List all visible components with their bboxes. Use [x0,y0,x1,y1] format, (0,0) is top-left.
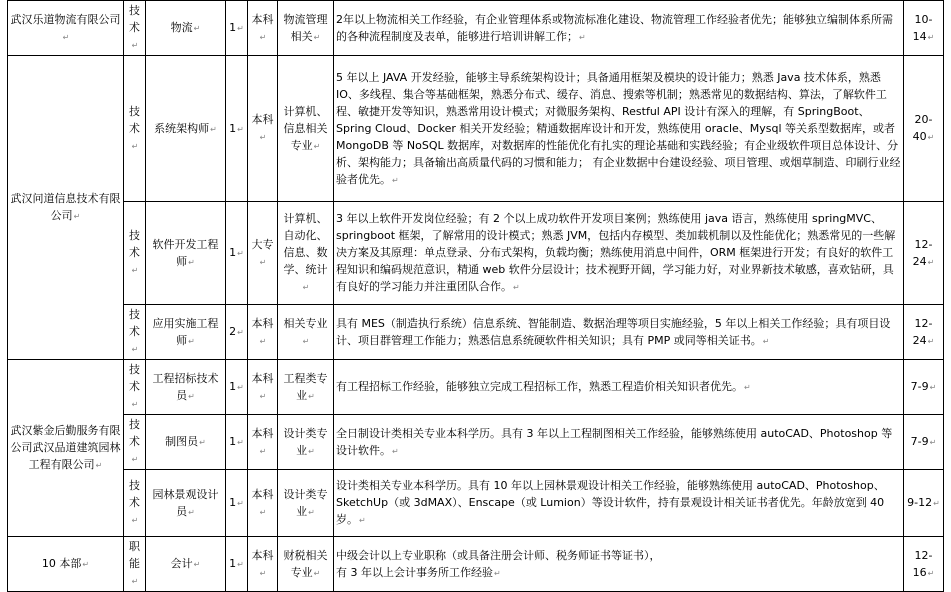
table-row [8,1,944,56]
education-cell: 本科↵ [248,470,278,537]
cell-end-mark: ↵ [131,345,139,354]
cell-end-mark: ↵ [237,383,244,392]
cell-end-mark: ↵ [313,141,321,151]
category-cell: 技术↵ [124,1,146,56]
cell-end-mark: ↵ [494,568,501,578]
salary-cell: 9-12↵ [904,470,944,537]
major-cell: 财税相关专业↵ [278,537,334,592]
cell-end-mark: ↵ [259,133,267,142]
count-cell: 1↵ [226,537,248,592]
requirement-cell: 设计类相关专业本科学历。具有 10 年以上园林景观设计相关工作经验，能够熟练使用 autoCAD、Photoshop、SketchUp（或 3dMAX）、Enscape（或 Lumion）等设计软件，持有景观设计相关证书者优先。年龄放宽到 40 岁。↵ [334,470,904,537]
cell-end-mark: ↵ [210,124,217,134]
education-cell: 本科↵ [248,360,278,415]
major-cell: 物流管理相关↵ [278,1,334,56]
count-cell: 1↵ [226,415,248,470]
cell-end-mark: ↵ [259,391,267,401]
salary-cell: 7-9↵ [904,360,944,415]
count-cell: 1↵ [226,56,248,202]
cell-end-mark: ↵ [95,461,103,470]
position-cell: 工程招标技术员↵ [146,360,226,415]
cell-end-mark: ↵ [927,133,935,142]
cell-end-mark: ↵ [929,383,937,392]
position-cell: 系统架构师↵ [146,56,226,202]
cell-end-mark: ↵ [188,391,195,401]
requirement-cell: 2年以上物流相关工作经验，有企业管理体系或物流标准化建设、物流管理工作经验者优先；能够独立编制体系所需的各种流程制度及表单，能够进行培训讲解工作；↵ [334,1,904,56]
category-cell: 技术↵ [124,470,146,537]
table-row [8,202,944,305]
education-cell: 大专↵ [248,202,278,305]
salary-cell: 10-14↵ [904,1,944,56]
cell-end-mark: ↵ [237,124,244,134]
cell-end-mark: ↵ [131,41,139,50]
position-cell: 制图员↵ [146,415,226,470]
cell-end-mark: ↵ [929,438,937,447]
company-cell: 10 本部↵ [8,537,124,592]
cell-end-mark: ↵ [237,560,244,569]
cell-end-mark: ↵ [313,32,321,42]
cell-end-mark: ↵ [762,336,770,346]
position-cell: 软件开发工程师↵ [146,202,226,305]
position-cell: 会计↵ [146,537,226,592]
major-cell: 工程类专业↵ [278,360,334,415]
count-cell: 1↵ [226,360,248,415]
table-row [8,56,944,202]
count-cell: 1↵ [226,1,248,56]
cell-end-mark: ↵ [259,446,267,456]
cell-end-mark: ↵ [188,336,195,346]
cell-end-mark: ↵ [933,499,940,508]
major-cell: 相关专业↵ [278,305,334,360]
cell-end-mark: ↵ [188,257,195,267]
cell-end-mark: ↵ [73,212,81,221]
cell-end-mark: ↵ [392,446,399,456]
cell-end-mark: ↵ [308,446,315,456]
cell-end-mark: ↵ [131,141,139,151]
major-cell: 计算机、自动化、信息、数学、统计↵ [278,202,334,305]
company-cell: 武汉问道信息技术有限公司↵ [8,56,124,360]
major-cell: 计算机、信息相关专业↵ [278,56,334,202]
cell-end-mark: ↵ [359,516,366,525]
requirement-cell: 5 年以上 JAVA 开发经验，能够主导系统架构设计；具备通用框架及模块的设计能力；熟悉 Java 技术体系，熟悉 IO、多线程、集合等基础框架，熟悉分布式、缓存、消息、搜索等机制；熟悉常见的数据结构、算法，了解软件工程、敏捷开发等知识，熟悉常用设计模式；对微服务架构、Restful API 设计有深入的理解，有 SpringBoot、Spring Cloud、Docker 相关开发经验；精通数据库设计和开发，熟练使用 oracle、Mysql 等关系型数据库，或者 MongoDB 等 NoSQL 数据库，对数据库的性能优化有扎实的理论基础和实践经验；有企业级软件项目总体设计、分析、架构能力；具备输出高质量代码的习惯和能力； 有企业数据中台建设经验、项目管理、或烟草制造、印刷行业经验者优先。↵ [334,56,904,202]
count-cell: 2↵ [226,305,248,360]
cell-end-mark: ↵ [131,455,139,464]
cell-end-mark: ↵ [927,32,935,42]
cell-end-mark: ↵ [62,32,70,42]
cell-end-mark: ↵ [259,507,267,517]
salary-cell: 20-40↵ [904,56,944,202]
cell-end-mark: ↵ [131,577,139,586]
cell-end-mark: ↵ [744,383,751,392]
category-cell: 职能↵ [124,537,146,592]
requirement-cell: 有工程招标工作经验，能够独立完成工程招标工作，熟悉工程造价相关知识者优先。↵ [334,360,904,415]
cell-end-mark: ↵ [927,336,935,346]
category-cell: 技术↵ [124,56,146,202]
cell-end-mark: ↵ [188,507,195,517]
position-cell: 物流↵ [146,1,226,56]
position-cell: 应用实施工程师↵ [146,305,226,360]
requirement-cell: 3 年以上软件开发岗位经验；有 2 个以上成功软件开发项目案例；熟练使用 java 语言，熟练使用 springMVC、springboot 框架，了解常用的设计模式；熟悉 JVM，包括内存模型、类加载机制以及性能优化；熟悉常见的一些解决方案及其原理：单点登录、分布式架构，负载均衡；熟练使用消息中间件，ORM 框架进行开发；有良好的软件工程知识和编码规范意识，精通 web 软件分层设计；技术视野开阔，学习能力好，对业界新技术敏感，喜欢钻研，具有良好的学习能力并注重团队合作。↵ [334,202,904,305]
recruitment-table [7,0,944,592]
cell-end-mark: ↵ [927,568,935,578]
category-cell: 技术↵ [124,305,146,360]
major-cell: 设计类专业↵ [278,415,334,470]
requirement-cell: 全日制设计类相关专业本科学历。具有 3 年以上工程制图相关工作经验，能够熟练使用 autoCAD、Photoshop 等设计软件。↵ [334,415,904,470]
table-row [8,360,944,415]
major-cell: 设计类专业↵ [278,470,334,537]
cell-end-mark: ↵ [193,560,201,569]
category-cell: 技术↵ [124,360,146,415]
cell-end-mark: ↵ [302,336,310,346]
salary-cell: 12-16↵ [904,537,944,592]
education-cell: 本科↵ [248,1,278,56]
education-cell: 本科↵ [248,415,278,470]
cell-end-mark: ↵ [302,283,310,292]
company-cell: 武汉紫金后勤服务有限公司武汉品道建筑园林工程有限公司↵ [8,360,124,537]
cell-end-mark: ↵ [237,438,244,447]
salary-cell: 7-9↵ [904,415,944,470]
salary-cell: 12-24↵ [904,305,944,360]
company-cell: 武汉乐道物流有限公司↵ [8,1,124,56]
cell-end-mark: ↵ [131,400,139,409]
cell-end-mark: ↵ [313,568,321,578]
table-row [8,470,944,537]
cell-end-mark: ↵ [513,283,520,292]
cell-end-mark: ↵ [237,249,244,258]
cell-end-mark: ↵ [259,32,267,42]
requirement-cell: 具有 MES（制造执行系统）信息系统、智能制造、数据治理等项目实施经验，5 年以上相关工作经验；具有项目设计、项目群管理工作能力；熟悉信息系统硬软件相关知识；具有 PMP 或同等相关证书。↵ [334,305,904,360]
cell-end-mark: ↵ [193,24,201,33]
cell-end-mark: ↵ [259,257,267,267]
table-row [8,537,944,592]
cell-end-mark: ↵ [237,499,244,508]
cell-end-mark: ↵ [82,560,90,569]
cell-end-mark: ↵ [308,391,315,401]
cell-end-mark: ↵ [131,516,139,525]
requirement-cell: 中级会计以上专业职称（或具备注册会计师、税务师证书等证书）， 有 3 年以上会计事务所工作经验↵ [334,537,904,592]
cell-end-mark: ↵ [259,568,267,578]
table-row [8,415,944,470]
count-cell: 1↵ [226,470,248,537]
position-cell: 园林景观设计员↵ [146,470,226,537]
salary-cell: 12-24↵ [904,202,944,305]
category-cell: 技术↵ [124,415,146,470]
cell-end-mark: ↵ [308,507,315,517]
cell-end-mark: ↵ [237,328,244,337]
cell-end-mark: ↵ [927,257,935,267]
cell-end-mark: ↵ [259,336,267,346]
cell-end-mark: ↵ [131,266,139,275]
education-cell: 本科↵ [248,56,278,202]
count-cell: 1↵ [226,202,248,305]
education-cell: 本科↵ [248,537,278,592]
cell-end-mark: ↵ [199,438,206,447]
cell-end-mark: ↵ [237,24,244,33]
table-row [8,305,944,360]
education-cell: 本科↵ [248,305,278,360]
category-cell: 技术↵ [124,202,146,305]
cell-end-mark: ↵ [579,32,586,42]
cell-end-mark: ↵ [392,175,399,185]
